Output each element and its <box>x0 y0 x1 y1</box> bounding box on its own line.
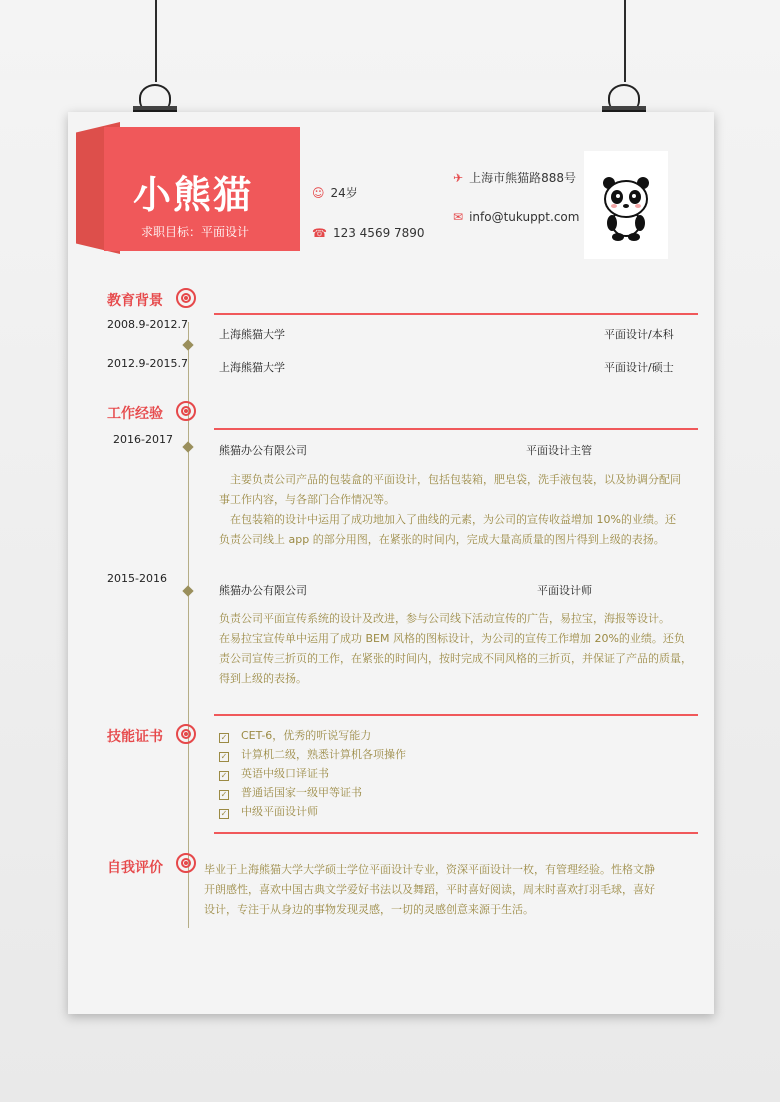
target-icon <box>176 724 196 744</box>
skill-item <box>219 765 329 781</box>
section-rule <box>214 714 698 716</box>
skill-text: CET-6，优秀的听说写能力 <box>241 729 372 742</box>
skill-text: 英语中级口译证书 <box>241 767 329 780</box>
work-position: 平面设计主管 <box>526 444 592 457</box>
age-info <box>312 184 358 201</box>
checkbox-icon: ✓ <box>220 771 228 780</box>
work-company: 熊猫办公有限公司 <box>219 444 307 457</box>
work-company: 熊猫办公有限公司 <box>219 584 307 597</box>
self-evaluation <box>204 860 698 920</box>
self-line: 设计，专注于从身边的事物发现灵感，一切的灵感创意来源于生活。 <box>204 903 534 916</box>
skill-item <box>219 784 362 800</box>
checkbox-icon: ✓ <box>220 752 228 761</box>
work-date: 2016-2017 <box>113 433 173 446</box>
hanging-wire-left <box>155 0 157 82</box>
job-goal: 求职目标：平面设计 <box>141 225 250 239</box>
work-date: 2015-2016 <box>107 572 167 585</box>
profile-photo <box>584 151 668 259</box>
checkbox-icon: ✓ <box>220 790 228 799</box>
skill-text: 中级平面设计师 <box>241 805 318 818</box>
address-text: 上海市熊猫路888号 <box>469 171 576 185</box>
education-date: 2012.9-2015.7 <box>107 357 188 370</box>
target-icon <box>176 288 196 308</box>
work-title: 工作经验 <box>107 406 163 422</box>
phone-info <box>312 226 425 240</box>
education-degree: 平面设计/本科 <box>604 328 674 341</box>
skill-text: 普通话国家一级甲等证书 <box>241 786 362 799</box>
description-line: 负责公司平面宣传系统的设计及改进，参与公司线下活动宣传的广告，易拉宝，海报等设计。 <box>219 612 670 625</box>
education-school: 上海熊猫大学 <box>219 328 285 341</box>
self-line: 开朗感性，喜欢中国古典文学爱好书法以及舞蹈，平时喜好阅读，周末时喜欢打羽毛球，喜好 <box>204 883 655 896</box>
section-rule <box>214 428 698 430</box>
skill-item <box>219 727 371 743</box>
skill-item <box>219 803 318 819</box>
target-icon <box>176 401 196 421</box>
description-line: 责公司宣传三折页的工作，在紧张的时间内，按时完成不同风格的三折页，并保证了产品的质量， <box>219 652 692 665</box>
plane-icon: ✈ <box>453 171 464 185</box>
phone-icon: ☎ <box>312 226 327 240</box>
smile-icon: ☺ <box>312 186 325 200</box>
target-icon <box>176 853 196 873</box>
mail-icon: ✉ <box>453 210 464 224</box>
work-position: 平面设计师 <box>537 584 592 597</box>
checkbox-icon: ✓ <box>220 733 228 742</box>
skills-title: 技能证书 <box>107 729 163 745</box>
skill-item <box>219 746 406 762</box>
skill-text: 计算机二级，熟悉计算机各项操作 <box>241 748 406 761</box>
work-description <box>219 470 699 550</box>
section-rule <box>214 832 698 834</box>
address-info <box>453 169 576 186</box>
description-line: 在易拉宝宣传单中运用了成功 BEM 风格的图标设计，为公司的宣传工作增加 20%的业绩。还负 <box>219 632 685 645</box>
hanging-wire-right <box>624 0 626 82</box>
email-info <box>453 210 579 224</box>
description-line: 主要负责公司产品的包装盒的平面设计，包括包装箱，肥皂袋，洗手液包装，以及协调分配同 <box>230 473 681 486</box>
description-line: 负责公司线上 app 的部分用图，在紧张的时间内，完成大量高质量的图片得到上级的表扬。 <box>219 533 665 546</box>
education-title: 教育背景 <box>107 293 163 309</box>
candidate-name: 小熊猫 <box>133 173 254 217</box>
description-line: 事工作内容，与各部门合作情况等。 <box>219 493 395 506</box>
age-text: 24岁 <box>330 186 358 200</box>
education-school: 上海熊猫大学 <box>219 361 285 374</box>
description-line: 在包装箱的设计中运用了成功地加入了曲线的元素，为公司的宣传收益增加 10%的业绩。还 <box>230 513 676 526</box>
checkbox-icon: ✓ <box>220 809 228 818</box>
self-line: 毕业于上海熊猫大学大学硕士学位平面设计专业，资深平面设计一枚，有管理经验。性格文静 <box>204 863 655 876</box>
education-degree: 平面设计/硕士 <box>604 361 674 374</box>
panda-icon <box>584 151 668 259</box>
phone-text: 123 4569 7890 <box>332 226 425 240</box>
self-title: 自我评价 <box>107 860 163 876</box>
education-date: 2008.9-2012.7 <box>107 318 188 331</box>
work-description <box>219 609 699 689</box>
section-rule <box>214 313 698 315</box>
email-text: info@tukuppt.com <box>469 210 580 224</box>
description-line: 得到上级的表扬。 <box>219 672 307 685</box>
